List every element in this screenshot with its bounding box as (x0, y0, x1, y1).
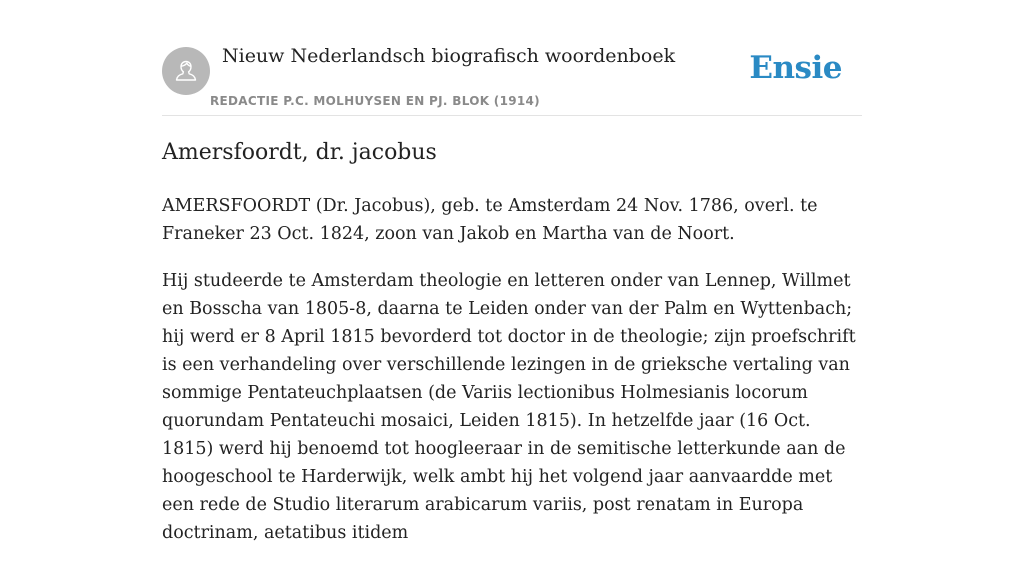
user-silhouette-icon (173, 58, 199, 84)
article-title: Amersfoordt, dr. jacobus (162, 140, 437, 165)
source-editors: REDACTIE P.C. MOLHUYSEN EN PJ. BLOK (1914) (210, 94, 540, 108)
article-paragraph-1: AMERSFOORDT (Dr. Jacobus), geb. te Amsterdam 24 Nov. 1786, overl. te Franeker 23 Oct. 1824, zoon van Jakob en Martha van de Noort. (162, 196, 818, 244)
article-paragraph-2: Hij studeerde te Amsterdam theologie en letteren onder van Lennep, Willmet en Bosscha van 1805-8, daarna te Leiden onder van der Palm en Wyttenbach; hij werd er 8 April 1815 bevorderd tot doctor in de theologie; zijn proefschrift is een verhandeling over verschillende lezingen in de grieksche vertaling van sommige Pentateuchplaatsen (de Variis lectionibus Holmesianis locorum quorundam Pentateuchi mosaici, Leiden 1815). In hetzelfde jaar (16 Oct. 1815) werd hij benoemd tot hoogleeraar in de semitische letterkunde aan de hoogeschool te Harderwijk, welk ambt hij het volgend jaar aanvaardde met een rede de Studio literarum arabicarum variis, post renatam in Europa doctrinam, aetatibus itidem (162, 271, 856, 543)
brand-logo[interactable]: Ensie (749, 50, 842, 86)
source-header (162, 0, 862, 116)
article-body (162, 192, 862, 566)
avatar[interactable] (162, 47, 210, 95)
content-container (162, 0, 862, 543)
source-title[interactable]: Nieuw Nederlandsch biografisch woordenboek (222, 45, 676, 67)
